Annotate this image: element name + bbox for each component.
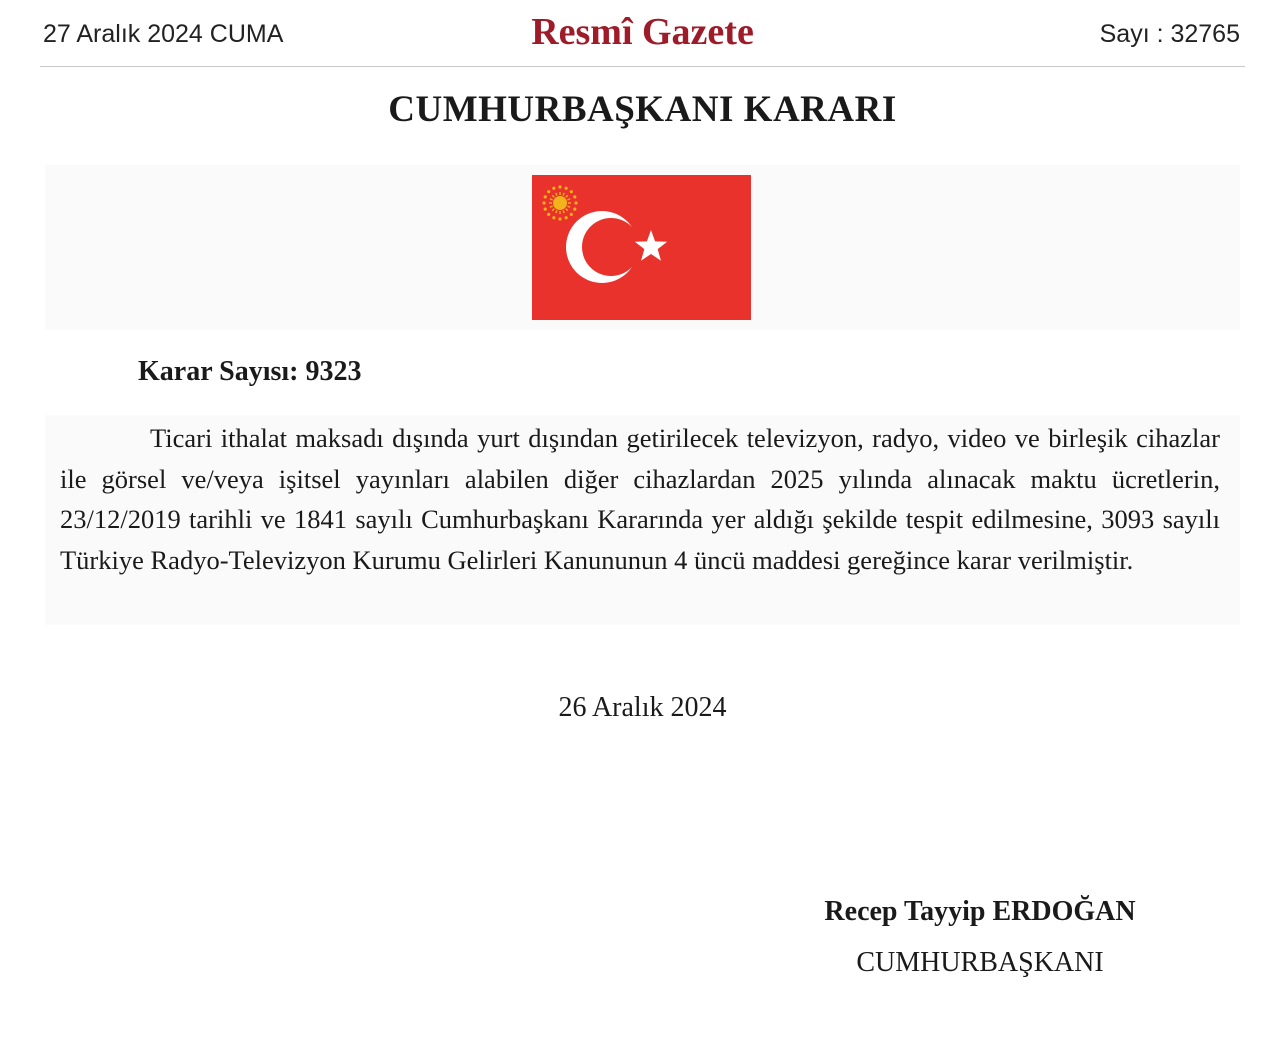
seal-star [547, 213, 550, 216]
gazette-header [40, 0, 1245, 67]
gazette-title: Resmî Gazete [531, 11, 754, 53]
seal-star [544, 208, 547, 211]
seal-star [558, 185, 561, 188]
seal-star [565, 187, 568, 190]
crescent-inner [582, 218, 640, 276]
flag-field [532, 175, 751, 320]
seal-star [547, 190, 550, 193]
seal-star [570, 190, 573, 193]
seal-star [552, 216, 555, 219]
seal-star [552, 187, 555, 190]
signatory-name: Recep Tayyip ERDOĞAN [824, 896, 1136, 927]
signatory-title: CUMHURBAŞKANI [856, 947, 1104, 978]
seal-star [570, 213, 573, 216]
seal-star [565, 216, 568, 219]
issue-number: Sayı : 32765 [1099, 20, 1240, 48]
seal-star [573, 195, 576, 198]
seal-star [573, 208, 576, 211]
decision-body: Ticari ithalat maksadı dışında yurt dışından getirilecek televizyon, radyo, video ve birleşik cihazlar ile görsel ve/veya işitsel yayınları alabilen diğer cihazlardan 2025 yılında alınacak maktu ücretlerin, 23/12/2019 tarihli ve 1841 sayılı Cumhurbaşkanı Kararında yer aldığı şekilde tespit edilmesine, 3093 sayılı Türkiye Radyo-Televizyon Kurumu Gelirleri Kanununun 4 üncü maddesi gereğince karar verilmiştir. [60, 423, 1220, 575]
turkish-flag-icon [532, 175, 751, 320]
seal-star [542, 201, 545, 204]
decision-date: 26 Aralık 2024 [558, 692, 727, 723]
document-heading: CUMHURBAŞKANI KARARI [388, 89, 897, 130]
decision-number: Karar Sayısı: 9323 [138, 356, 362, 387]
seal-star [574, 201, 577, 204]
seal-sun [553, 196, 567, 210]
seal-star [558, 217, 561, 220]
publication-date: 27 Aralık 2024 CUMA [43, 20, 284, 48]
seal-star [544, 195, 547, 198]
